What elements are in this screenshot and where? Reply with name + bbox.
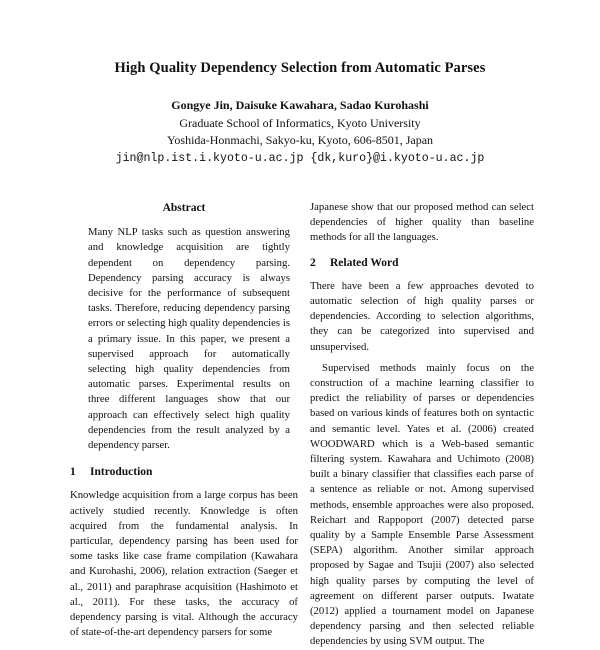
section-heading-introduction: [70, 465, 298, 480]
left-column: [70, 201, 298, 640]
author-names: Gongye Jin, Daisuke Kawahara, Sadao Kurohashi: [171, 98, 429, 112]
continued-paragraph: Japanese show that our proposed method can select dependencies of higher quality than baseline methods for all the languages.: [310, 201, 534, 244]
related-paragraph-2: Supervised methods mainly focus on the construction of a machine learning classifier to predict the reliability of parses or dependencies based on various kinds of features both on syntactic and semantic level. Yates et al. (2006) created WOODWARD which is a Web-based semantic filtering system. Kawahara and Uchimoto (2008) built a binary classifier that classifies each parse of a sentence as reliable or not. Among supervised methods, ensemble approaches were also proposed. Reichart and Rappoport (2007) detected parse quality by a Sample Ensemble Parse Assessment (SEPA) algorithm. Another similar approach proposed by Sagae and Tsujii (2007) also selected high quality parses by computing the level of agreement on different parser outputs. Iwatate (2012) applied a tournament model on Japanese dependency parsing and then selected reliable dependencies by using SVM output. The: [310, 361, 534, 648]
related-paragraph-1: There have been a few approaches devoted to automatic selection of high quality parses or dependencies. According to selection algorithms, they can be categorized into supervised and unsupervised.: [310, 279, 534, 353]
section-heading-related-work: [310, 256, 534, 271]
introduction-paragraph: Knowledge acquisition from a large corpus has been actively studied recently. Knowledge is often acquired from the fundamental analysis. In particular, dependency parsing has been used for some tasks like case frame compilation (Kawahara and Kurohashi, 2006), relation extraction (Saeger et al., 2011) and paraphrase acquisition (Hashimoto et al., 2011). For these tasks, the accuracy of dependency parsing is vital. Although the accuracy of state-of-the-art dependency parsers for some: [70, 489, 298, 639]
right-column: [310, 200, 534, 650]
section-title: Introduction: [90, 466, 153, 479]
section-number: 1: [70, 466, 76, 479]
section-number: 2: [310, 256, 316, 269]
author-block: [0, 97, 600, 167]
abstract-body: [70, 225, 298, 453]
paper-title: High Quality Dependency Selection from Automatic Parses: [114, 60, 486, 76]
email: jin@nlp.ist.i.kyoto-u.ac.jp {dk,kuro}@i.kyoto-u.ac.jp: [115, 151, 485, 165]
section-title: Related Word: [330, 256, 399, 269]
abstract-heading: Abstract: [162, 202, 206, 214]
affiliation: Graduate School of Informatics, Kyoto University: [179, 115, 421, 130]
address: Yoshida-Honmachi, Sakyo-ku, Kyoto, 606-8501, Japan: [166, 133, 434, 147]
abstract-text: Many NLP tasks such as question answering and knowledge acquisition are tightly dependent on dependency parsing. Dependency parsing accuracy is always decisive for the performance of subsequent tasks. Therefore, reducing dependency parsing errors or selecting high quality dependencies is a primary issue. In this paper, we present a supervised approach for automatically selecting high quality dependencies from automatic parses. Experimental results on three different languages show that our approach can effectively select high quality dependencies from the result analyzed by a dependency parser.: [88, 226, 290, 452]
